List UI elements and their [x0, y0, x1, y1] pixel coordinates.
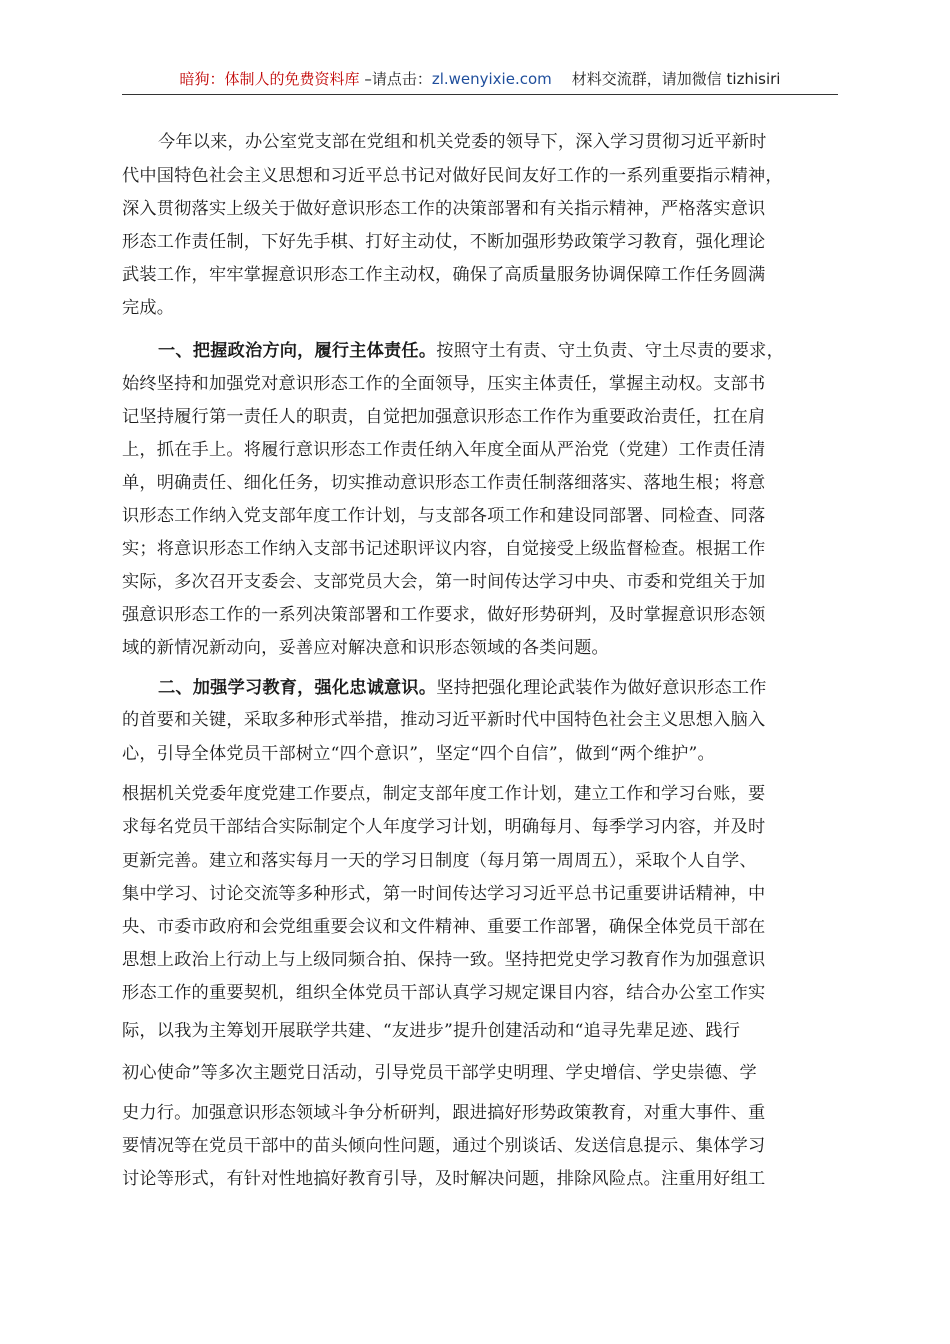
paragraph-line: 记坚持履行第一责任人的职责，自觉把加强意识形态工作作为重要政治责任，扛在肩 [122, 407, 766, 427]
paragraph-line: 始终坚持和加强党对意识形态工作的全面领导，压实主体责任，掌握主动权。支部书 [122, 374, 766, 394]
header-url-link[interactable]: zl.wenyixie.com [431, 70, 552, 88]
paragraph-line: 今年以来，办公室党支部在党组和机关党委的领导下，深入学习贯彻习近平新时 [158, 132, 767, 152]
paragraph-line: 讨论等形式，有针对性地搞好教育引导，及时解决问题，排除风险点。注重用好组工 [122, 1169, 766, 1189]
header-prompt: –请点击： [359, 70, 432, 88]
paragraph-line: 识形态工作纳入党支部年度工作计划，与支部各项工作和建设同部署、同检查、同落 [122, 506, 766, 526]
paragraph-line [158, 676, 834, 700]
paragraph-line: 上，抓在手上。将履行意识形态工作责任纳入年度全面从严治党（党建）工作责任清 [122, 440, 766, 460]
paragraph-text: 按照守土有责、守土负责、守土尽责的要求， [436, 341, 784, 361]
paragraph-line: 形态工作责任制，下好先手棋、打好主动仗，不断加强形势政策学习教育，强化理论 [122, 232, 766, 252]
paragraph-line: 实；将意识形态工作纳入支部书记述职评议内容，自觉接受上级监督检查。根据工作 [122, 539, 766, 559]
paragraph-line: 根据机关党委年度党建工作要点，制定支部年度工作计划，建立工作和学习台账，要 [122, 784, 766, 804]
paragraph-line: 域的新情况新动向，妥善应对解决意和识形态领域的各类问题。 [122, 638, 609, 658]
paragraph-line: 际，以我为主筹划开展联学共建、“友进步”提升创建活动和“追寻先辈足迹、践行 [122, 1021, 741, 1041]
section-heading-1: 一、把握政治方向，履行主体责任。 [158, 341, 437, 361]
header-brand: 暗狗：体制人的免费资料库 [179, 70, 360, 88]
paragraph-line: 单，明确责任、细化任务，切实推动意识形态工作责任制落细落实、落地生根；将意 [122, 473, 766, 493]
paragraph-line [158, 339, 834, 363]
paragraph-line: 心，引导全体党员干部树立“四个意识”，坚定“四个自信”，做到“两个维护”。 [122, 744, 715, 764]
paragraph-line: 的首要和关键，采取多种形式举措，推动习近平新时代中国特色社会主义思想入脑入 [122, 710, 766, 730]
paragraph-line: 实际，多次召开支委会、支部党员大会，第一时间传达学习中央、市委和党组关于加 [122, 572, 766, 592]
paragraph-line: 求每名党员干部结合实际制定个人年度学习计划，明确每月、每季学习内容，并及时 [122, 817, 766, 837]
paragraph-line: 形态工作的重要契机，组织全体党员干部认真学习规定课目内容，结合办公室工作实 [122, 983, 766, 1003]
paragraph-line: 要情况等在党员干部中的苗头倾向性问题，通过个别谈话、发送信息提示、集体学习 [122, 1136, 766, 1156]
paragraph-line: 完成。 [122, 298, 175, 318]
page-header [122, 66, 838, 95]
paragraph-text: 坚持把强化理论武装作为做好意识形态工作 [436, 678, 767, 698]
paragraph-line: 史力行。加强意识形态领域斗争分析研判，跟进搞好形势政策教育，对重大事件、重 [122, 1103, 766, 1123]
paragraph-line: 集中学习、讨论交流等多种形式，第一时间传达学习习近平总书记重要讲话精神，中 [122, 884, 766, 904]
paragraph-line: 思想上政治上行动上与上级同频合拍、保持一致。坚持把党史学习教育作为加强意识 [122, 950, 766, 970]
paragraph-line: 初心使命”等多次主题党日活动，引导党员干部学史明理、学史增信、学史崇德、学 [122, 1063, 757, 1083]
header-group-note: 材料交流群，请加微信 tizhisiri [571, 70, 781, 88]
paragraph-line: 更新完善。建立和落实每月一天的学习日制度（每月第一周周五），采取个人自学、 [122, 851, 757, 871]
paragraph-line: 代中国特色社会主义思想和习近平总书记对做好民间友好工作的一系列重要指示精神， [122, 166, 783, 186]
section-heading-2: 二、加强学习教育，强化忠诚意识。 [158, 678, 437, 698]
paragraph-line: 强意识形态工作的一系列决策部署和工作要求，做好形势研判，及时掌握意识形态领 [122, 605, 766, 625]
paragraph-line: 深入贯彻落实上级关于做好意识形态工作的决策部署和有关指示精神，严格落实意识 [122, 199, 766, 219]
paragraph-line: 武装工作，牢牢掌握意识形态工作主动权，确保了高质量服务协调保障工作任务圆满 [122, 265, 766, 285]
paragraph-line: 央、市委市政府和会党组重要会议和文件精神、重要工作部署，确保全体党员干部在 [122, 917, 766, 937]
